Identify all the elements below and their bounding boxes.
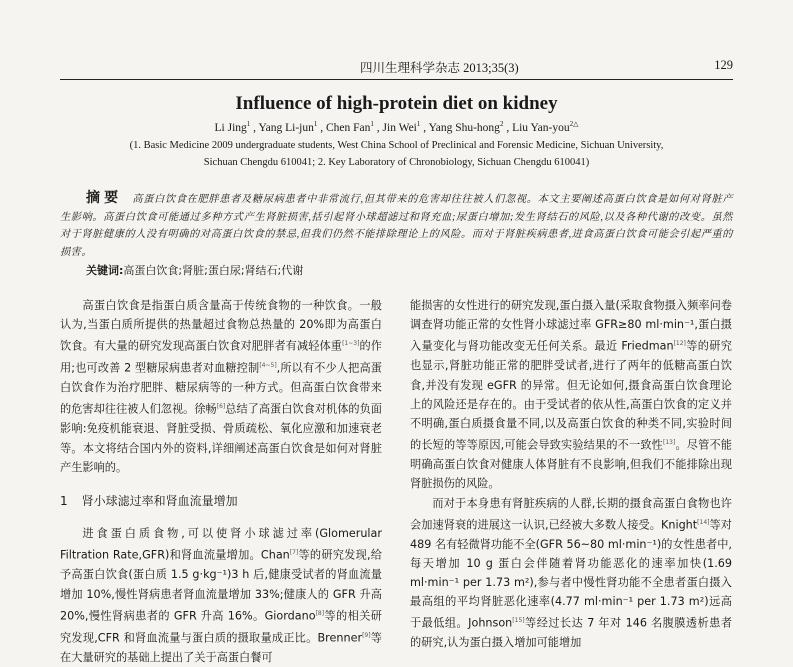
header-rule <box>60 79 733 80</box>
author-name: Yang Shu-hong <box>428 121 500 134</box>
body-text: 。尽管不能明确高蛋白饮食对健康人体肾脏有不良影响,但我们不能排除出现肾脏损伤的风险。 <box>410 438 732 491</box>
affiliation-line-1: (1. Basic Medicine 2009 undergraduate students, West China School of Preclinical and Forensic Medicine, Sichuan University, <box>129 140 664 151</box>
body-text: 等在大量研究的基础上提出了关于高蛋白餐可 <box>60 631 382 664</box>
body-text: 等的研究发现,给予高蛋白饮食(蛋白质 1.5 g·kg⁻¹)3 h 后,健康受试者的肾血流量增加 10%,慢性肾病患者肾血流量增加 33%;健康人的 GFR 升高 20%,慢性肾病患者的 GFR 升高 16%。Giordano <box>60 549 382 623</box>
author-affiliation-mark: 1 <box>246 120 251 128</box>
right-column <box>410 296 732 653</box>
citation-ref: [14] <box>697 518 710 526</box>
keywords-text: 高蛋白饮食;肾脏;蛋白尿;肾结石;代谢 <box>123 264 304 277</box>
citation-ref: [15] <box>512 617 525 625</box>
citation-ref: [12] <box>673 340 686 348</box>
affiliations <box>86 137 707 171</box>
body-text: 能损害的女性进行的研究发现,蛋白摄入量(采取食物摄入频率问卷调查肾功能正常的女性肾小球滤过率 GFR≥80 ml·min⁻¹,蛋白摄入量变化与肾功能改变无任何关系。最近 Friedman <box>410 299 732 354</box>
journal-citation: 四川生理科学杂志 2013;35(3) <box>360 61 519 75</box>
citation-ref: [9] <box>362 631 371 639</box>
body-text: 等的相关研究发现,CFR 和肾血流量与蛋白质的摄取量成正比。Brenner <box>60 609 382 645</box>
section-heading <box>60 492 382 511</box>
abstract <box>60 190 733 261</box>
citation-ref: [13] <box>663 439 676 447</box>
intro-paragraph <box>60 296 382 477</box>
section-number: 1 <box>60 494 68 509</box>
body-text: 而对于本身患有肾脏疾病的人群,长期的摄食高蛋白食物也许会加速肾衰的进展这一认识,已经被大多数人接受。Knight <box>410 496 732 532</box>
body-text: 总结了高蛋白饮食对机体的负面影响:免疫机能衰退、肾脏受损、骨质疏松、氧化应激和加速衰老等。本文将结合国内外的资料,详细阐述高蛋白饮食是如何对肾脏产生影响的。 <box>60 403 382 474</box>
abstract-text: 高蛋白饮食在肥胖患者及糖尿病患者中非常流行,但其带来的危害却往往被人们忽视。本文主要阐述高蛋白饮食是如何对肾脏产生影响。高蛋白饮食可能通过多种方式产生肾脏损害,括引起肾小球超滤过和肾充血;尿蛋白增加;发生肾结石的风险,以及各种代谢的改变。虽然对于肾脏健康的人没有明确的对高蛋白饮食的禁忌,但我们仍然不能排除理论上的风险。而对于肾脏疾病患者,进食高蛋白饮食可能会引起严重的损害。 <box>60 194 733 258</box>
citation-ref: [1~3] <box>342 340 360 348</box>
author-name: Yang Li-jun <box>258 121 314 134</box>
keywords <box>86 262 303 278</box>
citation-ref: [7] <box>289 549 299 557</box>
affiliation-line-2: Sichuan Chengdu 610041; 2. Key Laboratory of Chronobiology, Sichuan Chengdu 610041) <box>203 157 590 168</box>
running-header <box>60 58 733 76</box>
continued-paragraph <box>410 296 732 494</box>
citation-ref: [6] <box>216 403 226 411</box>
body-text: 的作用;也可改善 2 型糖尿病患者对血糖控制 <box>60 340 382 376</box>
left-column <box>60 296 382 667</box>
body-text: 高蛋白饮食是指蛋白质含量高于传统食物的一种饮食。一般认为,当蛋白质所提供的热量超过食物总热量的 20%即为高蛋白饮食。有大量的研究发现高蛋白饮食对肥胖者有减轻体重 <box>60 299 382 354</box>
section-paragraph <box>60 524 382 667</box>
author-name: Li Jing <box>214 121 247 134</box>
body-text: 等对 489 名有轻微肾功能不全(GFR 56~80 ml·min⁻¹)的女性患者中,每天增加 10 g 蛋白会伴随着肾功能恶化的速率加快(1.69 ml·min⁻¹ per 1.73 m²),参与者中慢性肾功能不全患者蛋白摄入最高组的平均肾脏恶化速率(4.77 ml·min⁻¹ per 1.73 m²)远高于最低组。Johnson <box>410 518 732 631</box>
body-text: 进食蛋白质食物,可以使肾小球滤过率(Glomerular Filtration Rate,GFR)和肾血流量增加。Chan <box>60 527 382 563</box>
article-title: Influence of high-protein diet on kidney <box>235 93 558 114</box>
citation-ref: [4~5] <box>259 362 277 370</box>
abstract-label: 摘要 <box>86 191 123 206</box>
kidney-disease-paragraph <box>410 494 732 653</box>
author-affiliation-mark: 1 <box>416 120 421 128</box>
author-affiliation-mark: 1 <box>313 120 318 128</box>
author-list: Li Jing$^1$ , Yang Li-jun$^1$ , Chen Fan$^1$ , Jin Wei$^1$ , Yang Shu-hong$^2$ , Liu Yan-you$^{2\triangle}$ <box>214 120 579 134</box>
author-name: Jin Wei <box>382 121 417 134</box>
author-affiliation-mark: 2△ <box>569 120 579 128</box>
author-affiliation-mark: 2 <box>499 120 504 128</box>
keywords-label: 关键词: <box>86 264 124 277</box>
author-affiliation-mark: 1 <box>370 120 374 128</box>
author-name: Liu Yan-you <box>512 121 570 134</box>
section-title: 肾小球滤过率和肾血流量增加 <box>81 494 238 509</box>
page-number: 129 <box>714 58 733 72</box>
body-text: ,所以有不少人把高蛋白饮食作为治疗肥胖、糖尿病等的一种方式。但高蛋白饮食带来的危害却往往被人们忽视。徐畅 <box>60 362 382 417</box>
body-text: 等经过长达 7 年对 146 名腹膜透析患者的研究,认为蛋白摄入增加可能增加 <box>410 617 733 650</box>
citation-ref: [8] <box>315 609 325 617</box>
body-text: 等的研究也显示,肾脏功能正常的肥胖受试者,进行了两年的低糖高蛋白饮食,并没有发现 eGFR 的异常。但无论如何,摄食高蛋白饮食理论上的风险还是存在的。由于受试者的依从性,高蛋白饮食的定义并不明确,蛋白质摄食量不同,以及高蛋白饮食的种类不同,实验时间的长短的等等原因,可能会导致实验结果的不一致性 <box>410 340 732 452</box>
author-name: Chen Fan <box>326 121 371 134</box>
